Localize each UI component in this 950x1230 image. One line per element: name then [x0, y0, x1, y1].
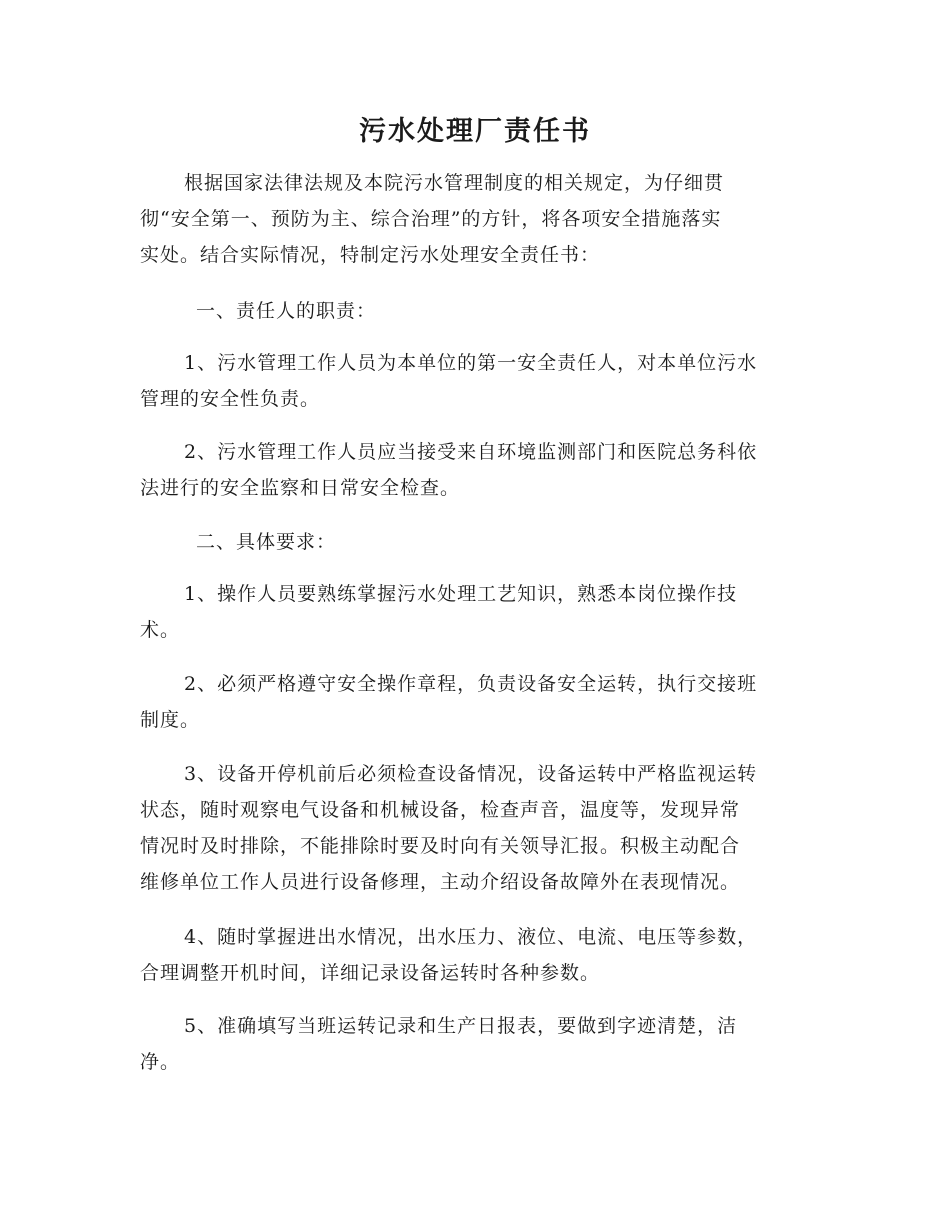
requirement-item-line: 状态，随时观察电气设备和机械设备，检查声音，温度等，发现异常: [140, 799, 741, 821]
requirement-item: [140, 1008, 810, 1080]
intro-line: 实处。结合实际情况，特制定污水处理安全责任书：: [140, 244, 601, 266]
requirement-item-line: 2、必须严格遵守安全操作章程，负责设备安全运转，执行交接班: [184, 673, 758, 695]
duty-item-line: 管理的安全性负责。: [140, 388, 321, 410]
duty-item-line: 法进行的安全监察和日常安全检查。: [140, 477, 461, 499]
requirement-item-line: 合理调整开机时间，详细记录设备运转时各种参数。: [140, 962, 601, 984]
requirement-item-line: 维修单位工作人员进行设备修理，主动介绍设备故障外在表现情况。: [140, 871, 741, 893]
requirement-item: [140, 666, 810, 738]
section-heading-duties: 一、责任人的职责：: [196, 300, 377, 322]
duty-item-line: 2、污水管理工作人员应当接受来自环境监测部门和医院总务科依: [184, 441, 758, 463]
requirement-item-line: 3、设备开停机前后必须检查设备情况，设备运转中严格监视运转: [184, 763, 758, 785]
section-heading-requirements: 二、具体要求：: [196, 531, 337, 553]
intro-line: 彻“安全第一、预防为主、综合治理”的方针，将各项安全措施落实: [140, 208, 722, 230]
requirement-item-line: 制度。: [140, 709, 201, 731]
duty-item-line: 1、污水管理工作人员为本单位的第一安全责任人，对本单位污水: [184, 352, 758, 374]
duty-item: [140, 434, 810, 506]
duty-item: [140, 345, 810, 417]
intro-paragraph: [140, 165, 810, 273]
requirement-item-line: 情况时及时排除，不能排除时要及时向有关领导汇报。积极主动配合: [140, 835, 741, 857]
document-title: 污水处理厂责任书: [359, 116, 591, 147]
requirement-item-line: 术。: [140, 619, 181, 641]
requirement-item-line: 4、随时掌握进出水情况，出水压力、液位、电流、电压等参数，: [184, 926, 758, 948]
requirement-item: [140, 919, 810, 991]
requirement-item-line: 净。: [140, 1051, 181, 1073]
requirement-item: [140, 576, 810, 648]
requirement-item: [140, 756, 810, 900]
requirement-item-line: 1、操作人员要熟练掌握污水处理工艺知识，熟悉本岗位操作技: [184, 583, 738, 605]
requirement-item-line: 5、准确填写当班运转记录和生产日报表，要做到字迹清楚，洁: [184, 1015, 738, 1037]
intro-line: 根据国家法律法规及本院污水管理制度的相关规定，为仔细贯: [184, 172, 725, 194]
